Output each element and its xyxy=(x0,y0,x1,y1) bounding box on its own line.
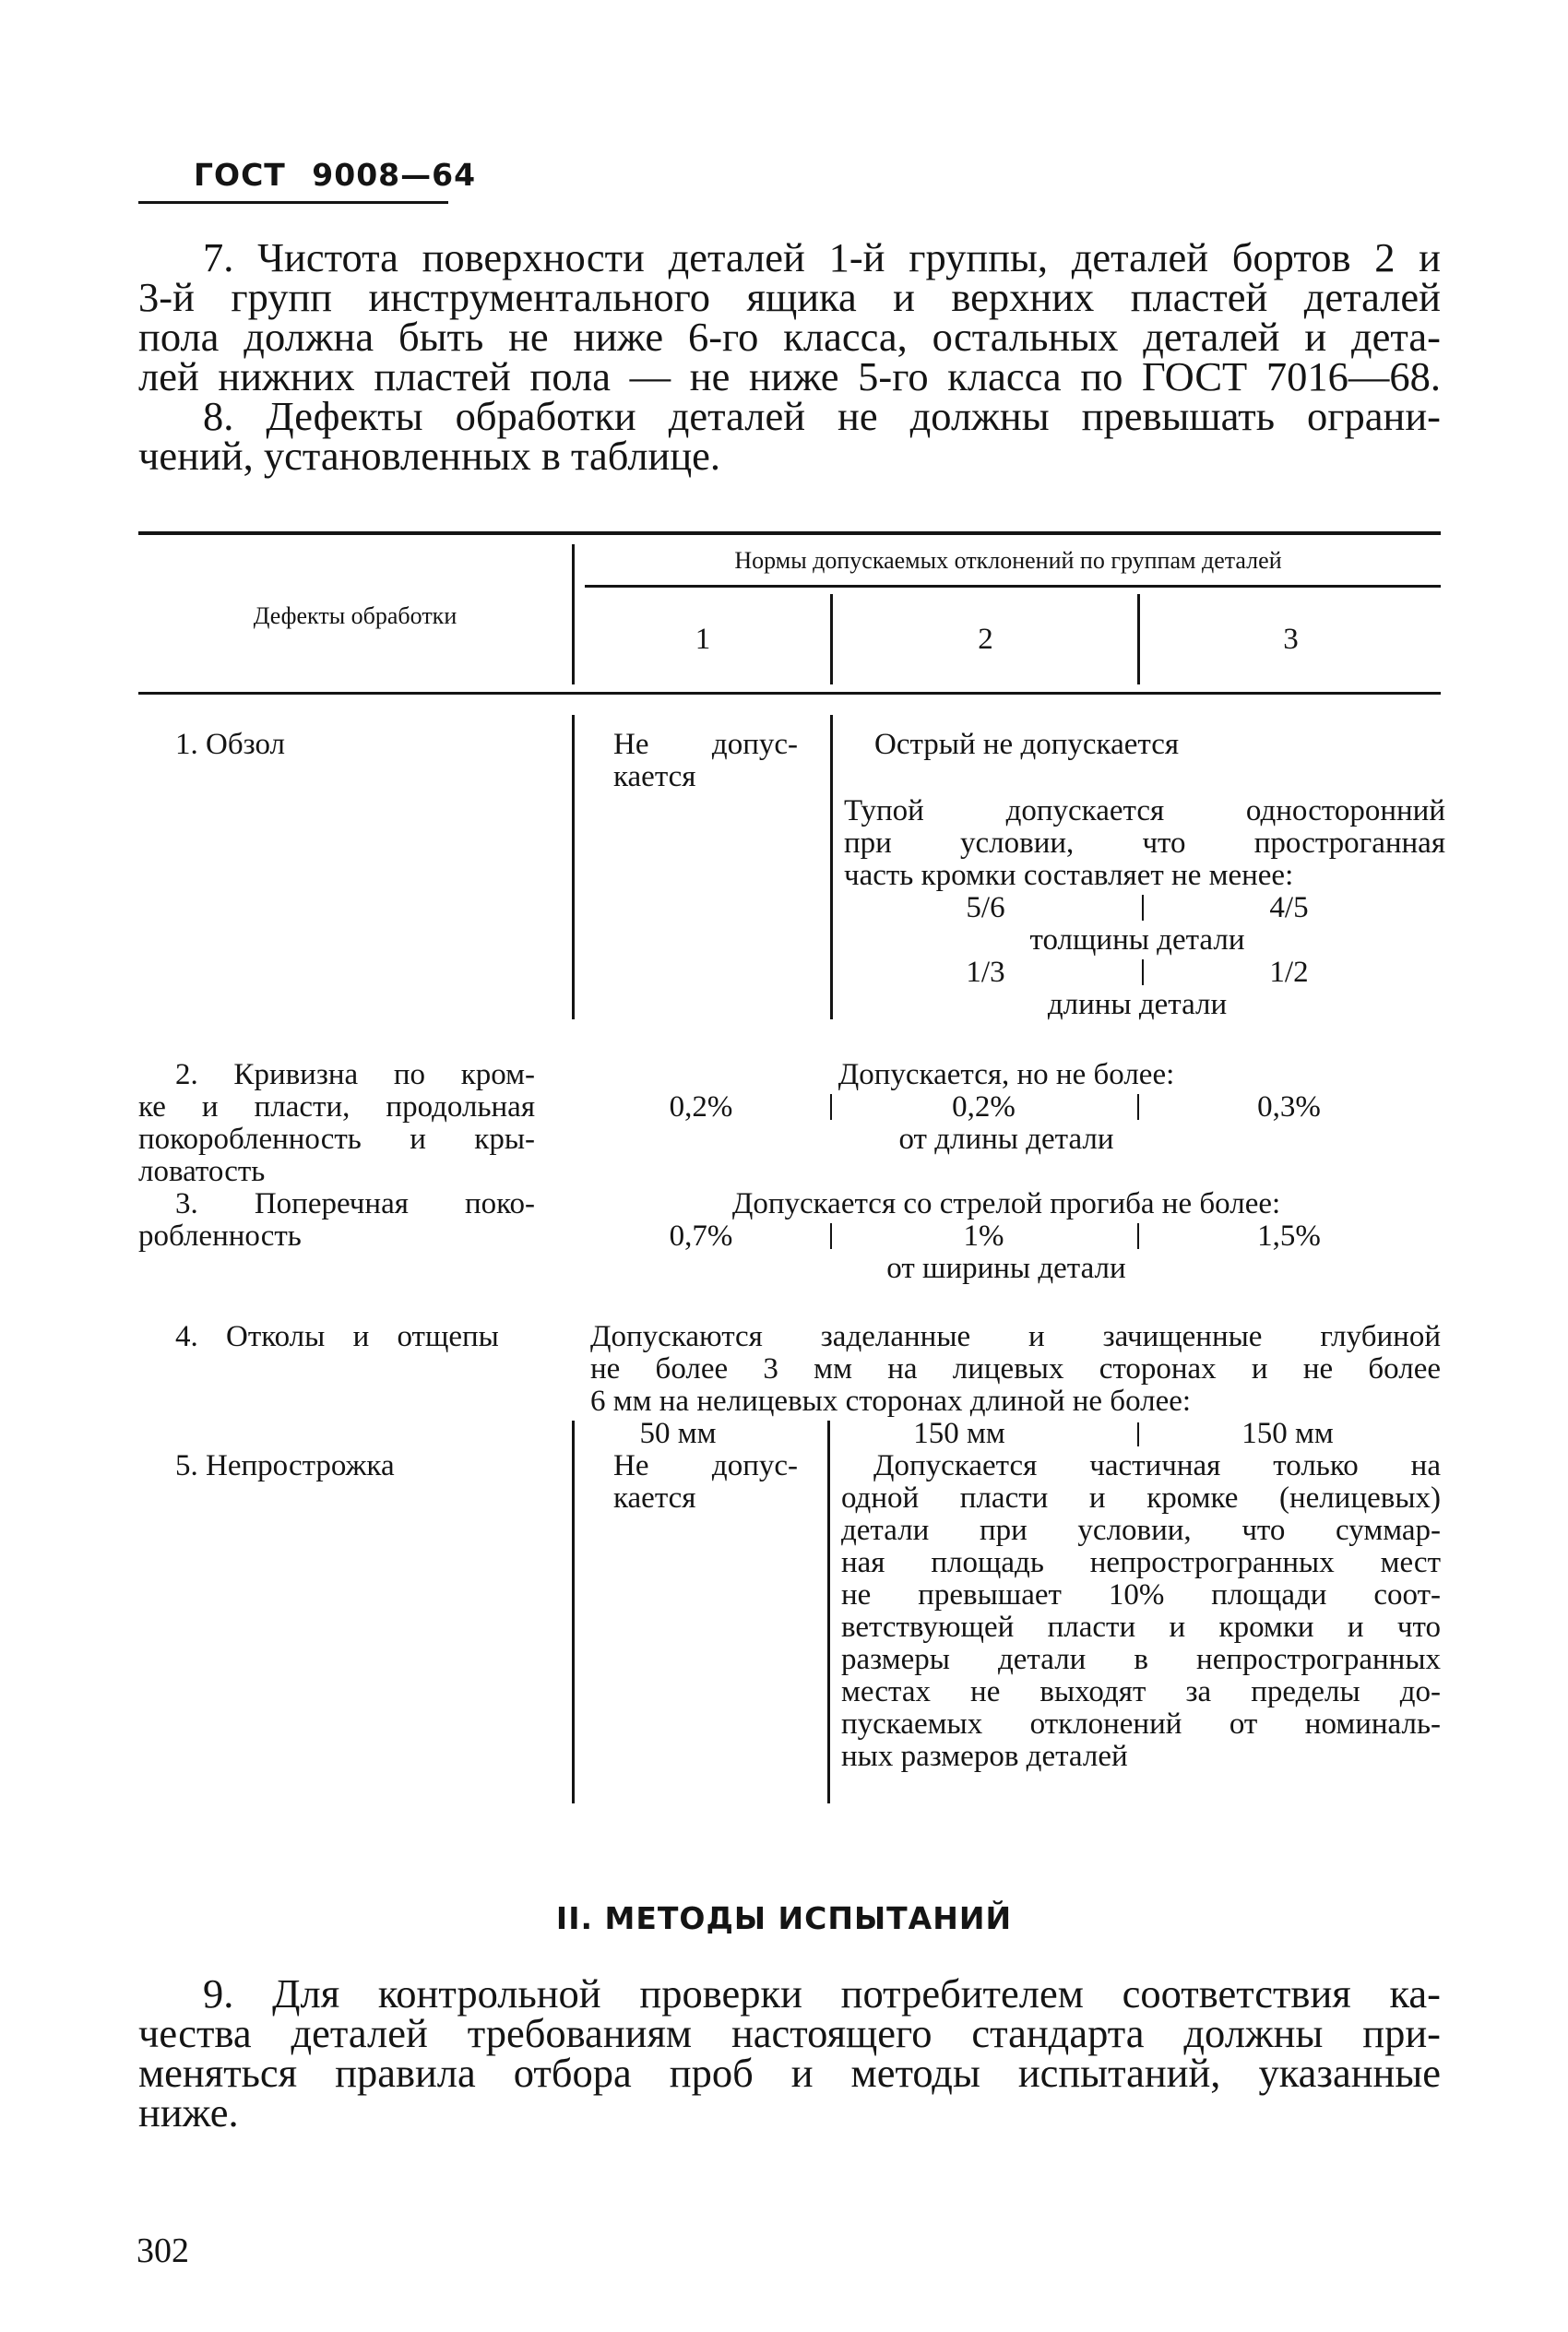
column-header-defects: Дефекты обработки xyxy=(253,602,457,629)
paragraph-7 xyxy=(138,234,1441,399)
curvature-unit: от длины детали xyxy=(898,1123,1114,1156)
defect-2: 2. Кривизна по кром- ке и пласти, продольная покоробленность и кры- ловатость xyxy=(138,1058,535,1188)
sharp-wane-text: Острый не допускается xyxy=(874,728,1180,761)
defect-1: 1. Обзол xyxy=(175,728,285,761)
header-group-rule xyxy=(585,585,1441,588)
cross-warp-values: 0,7% 1% 1,5% xyxy=(669,1220,1321,1253)
column-header-norms: Нормы допускаемых отклонений по группам деталей xyxy=(734,547,1282,574)
paragraph-line: 9. Для контрольной проверки потребителем соответствия ка- xyxy=(203,1970,1441,2017)
cross-warp-unit: от ширины детали xyxy=(886,1252,1126,1285)
value-separator xyxy=(1137,1094,1139,1120)
header-divider xyxy=(572,544,575,684)
value-separator xyxy=(1137,1422,1139,1446)
curvature-values: 0,2% 0,2% 0,3% xyxy=(669,1090,1321,1124)
group-header-3: 3 xyxy=(1283,623,1299,656)
chips-allowance: Допускаются заделанные и зачищенные глубиной не более 3 мм на лицевых сторонах и не более 6 мм на нелицевых сторонах длиной не более: xyxy=(590,1320,1441,1418)
defect-3: 3. Поперечная поко- робленность xyxy=(138,1187,535,1253)
length-fractions: 1/3 1/2 xyxy=(966,956,1309,989)
paragraph-line: ниже. xyxy=(138,2089,239,2136)
value-separator xyxy=(1142,895,1144,921)
paragraph-line: пола должна быть не ниже 6-го класса, остальных деталей и дета- xyxy=(138,314,1441,360)
header-divider xyxy=(1137,594,1140,684)
paragraph-line: 7. Чистота поверхности деталей 1-й группы, деталей бортов 2 и xyxy=(203,234,1441,280)
value-separator xyxy=(1142,959,1144,985)
paragraph-line: лей нижних пластей пола — не ниже 5-го класса по ГОСТ 7016—68. xyxy=(138,353,1441,399)
paragraph-line: 8. Дефекты обработки деталей не должны превышать ограни- xyxy=(203,393,1441,439)
section-title: II. МЕТОДЫ ИСПЫТАНИЙ xyxy=(555,1900,1013,1936)
body-divider xyxy=(827,1421,830,1803)
group-1-value: Не допус- кается xyxy=(613,1449,798,1515)
body-divider xyxy=(572,1421,575,1803)
paragraph-line: чества деталей требованиям настоящего стандарта должны при- xyxy=(138,2010,1441,2056)
thickness-label: толщины детали xyxy=(1029,923,1245,957)
body-divider xyxy=(572,715,575,1019)
group-header-2: 2 xyxy=(978,623,993,656)
header-divider xyxy=(830,594,833,684)
defect-5: 5. Непрострожка xyxy=(175,1449,395,1482)
paragraph-8 xyxy=(138,393,1441,479)
group-header-1: 1 xyxy=(695,623,711,656)
page-number: 302 xyxy=(137,2231,189,2270)
header-bottom-rule xyxy=(138,692,1441,695)
value-separator xyxy=(830,1223,832,1249)
paragraph-line: меняться правила отбора проб и методы испытаний, указанные xyxy=(138,2050,1441,2096)
paragraph-line: 3-й групп инструментального ящика и верхних пластей деталей xyxy=(138,274,1441,320)
value-separator xyxy=(830,1094,832,1120)
document-header: ГОСТ 9008—64 xyxy=(194,157,477,193)
blunt-wane-text: Тупой допускается односторонний при условии, что простроганная часть кромки составляет не менее: xyxy=(844,794,1445,892)
table-top-rule xyxy=(138,531,1441,535)
paragraph-line: чений, установленных в таблице. xyxy=(138,433,721,479)
paragraph-9 xyxy=(138,1970,1441,2136)
value-separator xyxy=(1137,1223,1139,1249)
chips-values: 50 мм 150 мм 150 мм xyxy=(639,1417,1334,1450)
body-divider xyxy=(830,715,833,1019)
group-1-value: Не допус- кается xyxy=(613,728,798,793)
header-underline xyxy=(138,201,448,204)
length-label: длины детали xyxy=(1047,988,1228,1021)
defect-4: 4. Отколы и отщепы xyxy=(175,1320,499,1353)
curvature-allowance: Допускается, но не более: xyxy=(837,1058,1175,1091)
cross-warp-allowance: Допускается со стрелой прогиба не более: xyxy=(731,1187,1281,1220)
thickness-fractions: 5/6 4/5 xyxy=(966,891,1309,924)
unplaned-allowance: Допускается частичная только на одной пласти и кромке (нелицевых) детали при условии, что суммар- ная площадь непрострогранных мест не превышает 10% площади соот- ветствующей пласти и кромки и что размеры детали в непрострогранных местах не выходят за пределы до- пускаемых отклонений от номиналь- ных размеров деталей xyxy=(841,1449,1441,1773)
